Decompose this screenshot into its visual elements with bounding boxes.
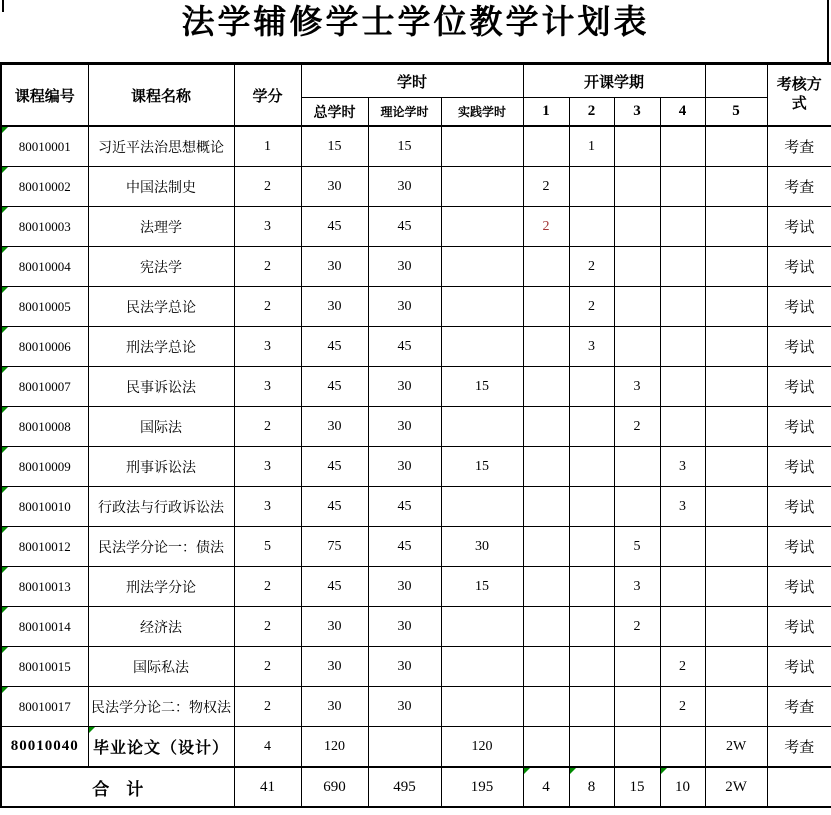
col-header-hours-total: 总学时: [301, 98, 368, 127]
cell-theory: [368, 727, 441, 768]
cell-s5: [705, 367, 767, 407]
cell-total: 30: [301, 247, 368, 287]
cell-s5: [705, 407, 767, 447]
col-header-sem-2: 2: [569, 98, 614, 127]
cell-no: 80010014: [1, 607, 88, 647]
cell-practice: [441, 126, 523, 167]
cell-practice: [441, 647, 523, 687]
cell-name: 民事诉讼法: [88, 367, 234, 407]
cell-credits: 4: [234, 727, 301, 768]
cell-s1: [523, 527, 569, 567]
cell-s1: 2: [523, 167, 569, 207]
corner-marker-icon: [524, 768, 530, 774]
cell-theory: 30: [368, 647, 441, 687]
cell-assessment: 考查: [767, 167, 831, 207]
cell-s3: [614, 727, 660, 768]
cell-s1: [523, 727, 569, 768]
cell-credits: 2: [234, 287, 301, 327]
cell-s3: [614, 287, 660, 327]
cell-s5: [705, 447, 767, 487]
cell-no: 80010001: [1, 126, 88, 167]
cell-name: 刑事诉讼法: [88, 447, 234, 487]
total-row: [1, 767, 831, 807]
cell-s1: [523, 647, 569, 687]
corner-marker-icon: [89, 727, 95, 733]
cell-name: 国际法: [88, 407, 234, 447]
cell-s5: [705, 607, 767, 647]
cell-practice: 30: [441, 527, 523, 567]
cell-no: 80010002: [1, 167, 88, 207]
cell-s2: [569, 687, 614, 727]
cell-s4: [660, 207, 705, 247]
cell-credits: 2: [234, 647, 301, 687]
cell-name: 行政法与行政诉讼法: [88, 487, 234, 527]
cell-s2: [569, 447, 614, 487]
cell-s4: [660, 567, 705, 607]
cell-credits: 2: [234, 247, 301, 287]
total-sem-3: 15: [614, 767, 660, 807]
cell-theory: 30: [368, 447, 441, 487]
cell-s5: [705, 647, 767, 687]
cell-total: 45: [301, 327, 368, 367]
cell-s5: [705, 126, 767, 167]
col-header-sem-4: 4: [660, 98, 705, 127]
course-row: [1, 567, 831, 607]
cell-s1: [523, 126, 569, 167]
course-row: [1, 407, 831, 447]
cell-total: 30: [301, 407, 368, 447]
cell-no: 80010015: [1, 647, 88, 687]
cell-s5: 2W: [705, 727, 767, 768]
cell-s1: [523, 487, 569, 527]
cell-s5: [705, 207, 767, 247]
cell-s3: [614, 167, 660, 207]
cell-no: 80010007: [1, 367, 88, 407]
cell-no: 80010040: [1, 727, 88, 768]
cell-name: 中国法制史: [88, 167, 234, 207]
cell-s5: [705, 567, 767, 607]
cell-s4: 2: [660, 647, 705, 687]
corner-marker-icon: [2, 127, 8, 133]
cell-credits: 5: [234, 527, 301, 567]
cell-no: 80010006: [1, 327, 88, 367]
total-assessment: [767, 767, 831, 807]
cell-assessment: 考试: [767, 447, 831, 487]
cell-practice: 15: [441, 367, 523, 407]
cell-s4: [660, 167, 705, 207]
col-header-course-name: 课程名称: [88, 64, 234, 127]
cell-credits: 2: [234, 567, 301, 607]
cell-s4: 3: [660, 447, 705, 487]
cell-credits: 3: [234, 447, 301, 487]
cell-total: 45: [301, 447, 368, 487]
cell-total: 45: [301, 367, 368, 407]
col-header-sem5-blank: [705, 64, 767, 98]
corner-marker-icon: [2, 487, 8, 493]
col-header-semester-group: 开课学期: [523, 64, 705, 98]
course-row: [1, 327, 831, 367]
cell-s5: [705, 287, 767, 327]
cell-no: 80010008: [1, 407, 88, 447]
cell-credits: 2: [234, 407, 301, 447]
cell-practice: [441, 327, 523, 367]
cell-s1: [523, 287, 569, 327]
cell-s5: [705, 487, 767, 527]
cell-s4: [660, 367, 705, 407]
cell-practice: 120: [441, 727, 523, 768]
cell-practice: [441, 207, 523, 247]
cell-s4: [660, 527, 705, 567]
cell-s2: 2: [569, 247, 614, 287]
cell-s5: [705, 327, 767, 367]
corner-marker-icon: [570, 768, 576, 774]
total-practice-hours: 195: [441, 767, 523, 807]
cell-assessment: 考试: [767, 327, 831, 367]
cell-practice: [441, 167, 523, 207]
corner-marker-icon: [2, 447, 8, 453]
cell-s1: [523, 607, 569, 647]
cell-theory: 45: [368, 327, 441, 367]
table-body: [1, 126, 831, 767]
cell-s4: [660, 247, 705, 287]
cell-theory: 30: [368, 687, 441, 727]
total-label: 合 计: [1, 767, 234, 807]
cell-s4: 2: [660, 687, 705, 727]
cell-theory: 30: [368, 167, 441, 207]
cell-total: 45: [301, 207, 368, 247]
cell-s4: [660, 607, 705, 647]
cell-s3: [614, 207, 660, 247]
total-credits: 41: [234, 767, 301, 807]
cell-s4: [660, 727, 705, 768]
cell-s1: [523, 447, 569, 487]
cell-total: 30: [301, 647, 368, 687]
cell-name: 民法学总论: [88, 287, 234, 327]
cell-s2: [569, 567, 614, 607]
cell-s2: 1: [569, 126, 614, 167]
course-row: [1, 527, 831, 567]
cell-no: 80010012: [1, 527, 88, 567]
cell-no: 80010010: [1, 487, 88, 527]
cell-s1: [523, 247, 569, 287]
cell-assessment: 考试: [767, 647, 831, 687]
cell-total: 30: [301, 167, 368, 207]
cell-assessment: 考试: [767, 207, 831, 247]
total-theory-hours: 495: [368, 767, 441, 807]
cell-practice: 15: [441, 447, 523, 487]
cell-s4: [660, 327, 705, 367]
cell-theory: 45: [368, 527, 441, 567]
cell-s2: [569, 407, 614, 447]
cell-assessment: 考试: [767, 487, 831, 527]
cell-s4: 3: [660, 487, 705, 527]
cell-practice: [441, 487, 523, 527]
cell-s2: [569, 527, 614, 567]
cell-s1: [523, 687, 569, 727]
cell-practice: [441, 247, 523, 287]
corner-marker-icon: [2, 167, 8, 173]
cell-s3: 3: [614, 367, 660, 407]
cell-assessment: 考试: [767, 367, 831, 407]
cell-no: 80010003: [1, 207, 88, 247]
cell-s1: [523, 567, 569, 607]
cell-theory: 30: [368, 567, 441, 607]
course-row: [1, 207, 831, 247]
cell-name: 刑法学分论: [88, 567, 234, 607]
cell-s1: [523, 327, 569, 367]
total-sem-4: 10: [660, 767, 705, 807]
corner-marker-icon: [2, 247, 8, 253]
cell-s5: [705, 167, 767, 207]
col-header-sem-1: 1: [523, 98, 569, 127]
course-row: [1, 367, 831, 407]
cell-s2: 3: [569, 327, 614, 367]
cell-s2: [569, 367, 614, 407]
col-header-hours-practice: 实践学时: [441, 98, 523, 127]
cell-practice: 15: [441, 567, 523, 607]
cell-s2: [569, 607, 614, 647]
cell-theory: 45: [368, 207, 441, 247]
col-header-sem-3: 3: [614, 98, 660, 127]
corner-marker-icon: [2, 687, 8, 693]
course-row: [1, 126, 831, 167]
cell-no: 80010009: [1, 447, 88, 487]
cell-s1: [523, 367, 569, 407]
cell-total: 30: [301, 607, 368, 647]
cell-name: 刑法学总论: [88, 327, 234, 367]
cell-assessment: 考试: [767, 287, 831, 327]
cell-no: 80010013: [1, 567, 88, 607]
col-header-hours-group: 学时: [301, 64, 523, 98]
course-row: [1, 647, 831, 687]
cell-total: 45: [301, 567, 368, 607]
cell-credits: 3: [234, 207, 301, 247]
cell-total: 30: [301, 287, 368, 327]
cell-theory: 45: [368, 487, 441, 527]
corner-marker-icon: [2, 407, 8, 413]
cell-credits: 3: [234, 327, 301, 367]
cell-s3: 3: [614, 567, 660, 607]
corner-marker-icon: [2, 287, 8, 293]
col-header-assessment: 考核方式: [767, 64, 831, 127]
cell-practice: [441, 687, 523, 727]
teaching-plan-table: [0, 62, 831, 808]
course-row: [1, 687, 831, 727]
cell-no: 80010005: [1, 287, 88, 327]
total-sem-1: 4: [523, 767, 569, 807]
cell-name: 习近平法治思想概论: [88, 126, 234, 167]
course-row: [1, 247, 831, 287]
total-sem-2: 8: [569, 767, 614, 807]
page-title: 法学辅修学士学位教学计划表: [181, 5, 650, 41]
cell-theory: 30: [368, 367, 441, 407]
cell-s3: [614, 647, 660, 687]
course-row: [1, 607, 831, 647]
cell-assessment: 考试: [767, 407, 831, 447]
cell-s3: [614, 487, 660, 527]
total-hours: 690: [301, 767, 368, 807]
col-header-hours-theory: 理论学时: [368, 98, 441, 127]
cell-name: 法理学: [88, 207, 234, 247]
cell-s2: [569, 727, 614, 768]
cell-practice: [441, 287, 523, 327]
cell-total: 75: [301, 527, 368, 567]
cell-assessment: 考查: [767, 687, 831, 727]
cell-s3: 2: [614, 407, 660, 447]
cell-theory: 30: [368, 607, 441, 647]
cell-theory: 15: [368, 126, 441, 167]
cell-assessment: 考试: [767, 567, 831, 607]
cell-s3: [614, 126, 660, 167]
cell-s3: [614, 447, 660, 487]
cell-s4: [660, 407, 705, 447]
cell-name: 宪法学: [88, 247, 234, 287]
cell-s5: [705, 687, 767, 727]
cell-name: 民法学分论二：物权法: [88, 687, 234, 727]
cell-s3: [614, 327, 660, 367]
corner-marker-icon: [2, 527, 8, 533]
cell-credits: 2: [234, 607, 301, 647]
corner-marker-icon: [2, 367, 8, 373]
course-row: [1, 727, 831, 768]
cell-name: 经济法: [88, 607, 234, 647]
cell-s3: 5: [614, 527, 660, 567]
course-row: [1, 447, 831, 487]
cell-practice: [441, 607, 523, 647]
col-header-sem-5: 5: [705, 98, 767, 127]
cell-credits: 3: [234, 367, 301, 407]
cell-no: 80010004: [1, 247, 88, 287]
cell-name: 民法学分论一：债法: [88, 527, 234, 567]
cell-credits: 2: [234, 687, 301, 727]
corner-marker-icon: [2, 607, 8, 613]
cell-s1: [523, 407, 569, 447]
cell-total: 45: [301, 487, 368, 527]
cell-credits: 2: [234, 167, 301, 207]
cell-s5: [705, 247, 767, 287]
cell-s4: [660, 126, 705, 167]
cell-theory: 30: [368, 287, 441, 327]
cell-theory: 30: [368, 407, 441, 447]
col-header-credits: 学分: [234, 64, 301, 127]
cell-no: 80010017: [1, 687, 88, 727]
cell-credits: 1: [234, 126, 301, 167]
course-row: [1, 167, 831, 207]
cell-s2: [569, 167, 614, 207]
corner-marker-icon: [661, 768, 667, 774]
corner-marker-icon: [2, 207, 8, 213]
cell-total: 120: [301, 727, 368, 768]
cell-s2: [569, 207, 614, 247]
table-header: [1, 64, 831, 127]
header-row-1: [1, 64, 831, 98]
corner-marker-icon: [2, 647, 8, 653]
cell-s3: 2: [614, 607, 660, 647]
cell-assessment: 考查: [767, 727, 831, 768]
cell-s1: 2: [523, 207, 569, 247]
corner-marker-icon: [2, 567, 8, 573]
cell-s3: [614, 687, 660, 727]
cell-practice: [441, 407, 523, 447]
course-row: [1, 287, 831, 327]
cell-s3: [614, 247, 660, 287]
col-header-course-no: 课程编号: [1, 64, 88, 127]
cell-assessment: 考查: [767, 126, 831, 167]
cell-s2: [569, 487, 614, 527]
cell-total: 30: [301, 687, 368, 727]
cell-s2: 2: [569, 287, 614, 327]
cell-name: 毕业论文（设计）: [88, 727, 234, 768]
cell-s2: [569, 647, 614, 687]
cell-total: 15: [301, 126, 368, 167]
corner-marker-icon: [2, 327, 8, 333]
cell-assessment: 考试: [767, 527, 831, 567]
cell-name: 国际私法: [88, 647, 234, 687]
cell-assessment: 考试: [767, 247, 831, 287]
course-row: [1, 487, 831, 527]
cell-assessment: 考试: [767, 607, 831, 647]
cell-theory: 30: [368, 247, 441, 287]
table-footer: [1, 767, 831, 807]
cell-credits: 3: [234, 487, 301, 527]
cell-s4: [660, 287, 705, 327]
cell-s5: [705, 527, 767, 567]
total-sem-5: 2W: [705, 767, 767, 807]
